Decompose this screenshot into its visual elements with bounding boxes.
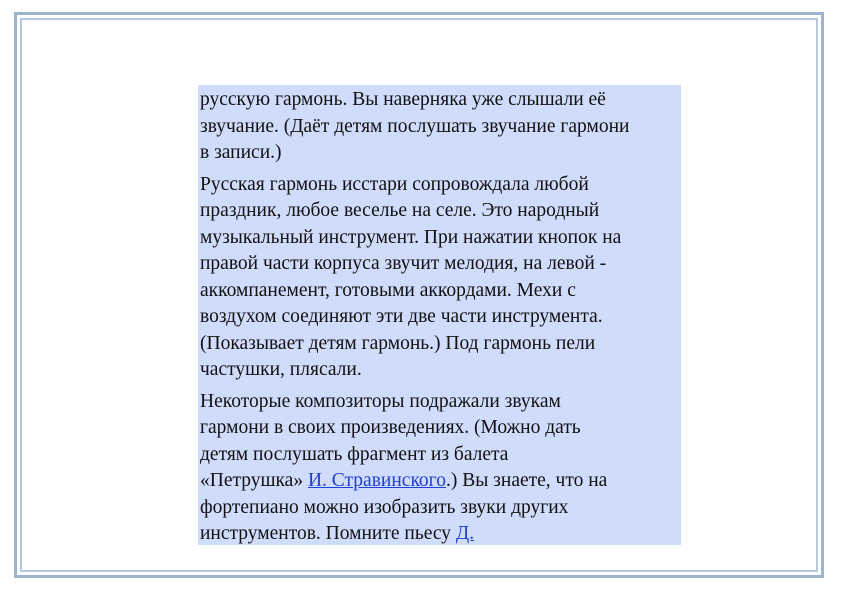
text-line: правой части корпуса звучит мелодия, на левой - — [200, 253, 607, 274]
composer-link[interactable]: Д. — [455, 523, 475, 544]
text-line: частушки, плясали. — [200, 359, 362, 380]
text-fragment: «Петрушка» — [200, 470, 308, 491]
text-line: звучание. (Даёт детям послушать звучание гармони — [200, 115, 630, 137]
text-line: русскую гармонь. Вы наверняка уже слышали её — [200, 89, 606, 110]
text-line: детям послушать фрагмент из балета — [200, 443, 509, 465]
text-line — [200, 470, 607, 491]
text-line: фортепиано можно изобразить звуки других — [200, 496, 569, 518]
text-line: праздник, любое веселье на селе. Это народный — [200, 200, 600, 221]
text-fragment: .) Вы знаете, что на — [445, 470, 608, 491]
text-line: Русская гармонь исстари сопровождала любой — [200, 173, 589, 195]
text-line — [200, 523, 474, 544]
text-line: Некоторые композиторы подражали звукам — [200, 390, 561, 412]
text-line: аккомпанемент, готовыми аккордами. Мехи с — [200, 279, 576, 301]
text-line: музыкальный инструмент. При нажатии кнопок на — [200, 226, 622, 248]
text-line: в записи.) — [200, 142, 282, 163]
text-line: воздухом соединяют эти две части инструмента. — [200, 306, 603, 327]
text-line: (Показывает детям гармонь.) Под гармонь пели — [200, 332, 596, 354]
text-line: гармони в своих произведениях. (Можно дать — [200, 417, 581, 438]
text-box — [198, 85, 681, 545]
paragraph-1 — [200, 87, 679, 167]
text-fragment: инструментов. Помните пьесу — [200, 523, 456, 544]
paragraph-3 — [200, 389, 679, 548]
paragraph-2 — [200, 172, 679, 384]
stravinsky-link[interactable]: И. Стравинского — [307, 470, 446, 491]
